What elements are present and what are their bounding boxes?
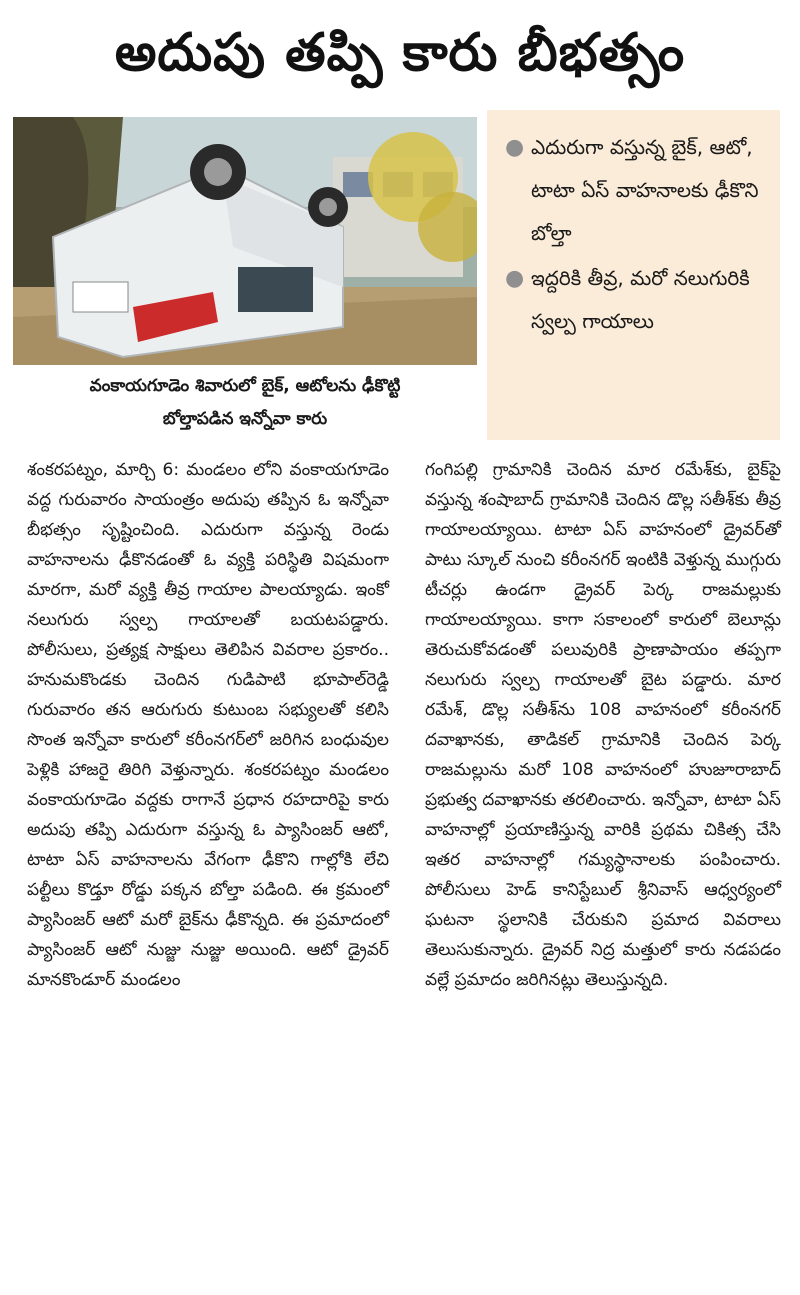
photo-caption	[13, 370, 477, 440]
highlight-item	[505, 257, 770, 343]
highlight-text: ఇద్దరికి తీవ్ర, మరో నలుగురికి స్వల్ప గాయాలు	[531, 266, 750, 333]
article-column-left	[27, 455, 389, 1290]
article-text-left: శంకరపట్నం, మార్చి 6: మండలం లోని వంకాయగూడెం వద్ద గురువారం సాయంత్రం అదుపు తప్పిన ఓ ఇన్నోవా బీభత్సం సృష్టించింది. ఎదురుగా వస్తున్న రెండు వాహనాలను ఢీకొనడంతో ఓ వ్యక్తి పరిస్థితి విషమంగా మారగా, మరో వ్యక్తి తీవ్ర గాయాల పాలయ్యాడు. ఇంకో నలుగురు స్వల్ప గాయాలతో బయటపడ్డారు. పోలీసులు, ప్రత్యక్ష సాక్షులు తెలిపిన వివరాల ప్రకారం.. హనుమకొండకు చెందిన గుడిపాటి భూపాల్‌రెడ్డి గురువారం తన ఆరుగురు కుటుంబ సభ్యులతో కలిసి సొంత ఇన్నోవా కారులో కరీంనగర్‌లో జరిగిన బంధువుల పెళ్లికి హాజరై తిరిగి వెళ్తున్నారు. శంకరపట్నం మండలం వంకాయగూడెం వద్దకు రాగానే ప్రధాన రహదారిపై కారు అదుపు తప్పి ఎదురుగా వస్తున్న ఓ ప్యాసింజర్‌ ఆటో, టాటా ఏస్‌ వాహనాలను వేగంగా ఢీకొని గాల్లోకి లేచి పల్టీలు కొడ్తూ రోడ్డు పక్కన బోల్తా పడింది. ఈ క్రమంలో ప్యాసింజర్‌ ఆటో మరో బైక్‌ను ఢీకొన్నది. ఈ ప్రమాదంలో ప్యాసింజర్‌ ఆటో నుజ్జు నుజ్జు అయింది. ఆటో డ్రైవర్‌ మానకొండూర్‌ మండలం	[27, 460, 389, 990]
photo-illustration	[13, 117, 477, 365]
bullet-dot-icon: ●	[505, 266, 525, 291]
bullet-dot-icon: ●	[505, 135, 525, 160]
caption-line-1: వంకాయగూడెం శివారులో బైక్‌, ఆటోలను ఢీకొట్టి	[89, 376, 401, 396]
highlight-text: ఎదురుగా వస్తున్న బైక్‌, ఆటో, టాటా ఏస్‌ వాహనాలకు ఢీకొని బోల్తా	[531, 135, 759, 245]
headline: అదుపు తప్పి కారు బీభత్సం	[114, 23, 686, 83]
caption-line-2: బోల్తాపడిన ఇన్నోవా కారు	[162, 409, 328, 429]
article-text-right: గంగిపల్లి గ్రామానికి చెందిన మార రమేశ్‌కు, బైక్‌పై వస్తున్న శంషాబాద్‌ గ్రామానికి చెందిన డొల్ల సతీశ్‌కు తీవ్ర గాయాలయ్యాయి. టాటా ఏస్‌ వాహనంలో డ్రైవర్‌తో పాటు స్కూల్‌ నుంచి కరీంనగర్‌ ఇంటికి వెళ్తున్న ముగ్గురు టీచర్లు ఉండగా డ్రైవర్‌ పెర్క రాజమల్లుకు గాయాలయ్యాయి. కాగా సకాలంలో కారులో బెలూన్లు తెరుచుకోవడంతో పలువురికి ప్రాణాపాయం తప్పగా నలుగురు స్వల్ప గాయాలతో బైట పడ్డారు. మార రమేశ్‌, డొల్ల సతీశ్‌ను 108 వాహనంలో కరీంనగర్‌ దవాఖానకు, తాడికల్‌ గ్రామానికి చెందిన పెర్క రాజమల్లును మరో 108 వాహనంలో హుజూరాబాద్‌ ప్రభుత్వ దవాఖానకు తరలించారు. ఇన్నోవా, టాటా ఏస్‌ వాహనాల్లో ప్రయాణిస్తున్న వారికి ప్రథమ చికిత్స చేసి ఇతర వాహనాల్లో గమ్యస్థానాలకు పంపించారు. పోలీసులు హెడ్‌ కానిస్టేబుల్‌ శ్రీనివాస్‌ ఆధ్వర్యంలో ఘటనా స్థలానికి చేరుకుని ప్రమాద వివరాలు తెలుసుకున్నారు. డ్రైవర్‌ నిద్ర మత్తులో కారు నడపడం వల్లే ప్రమాదం జరిగినట్లు తెలుస్తున్నది.	[425, 460, 781, 990]
highlight-item	[505, 126, 770, 255]
article-column-right	[425, 455, 781, 1290]
overturned-car-photo	[13, 117, 477, 365]
highlights-box	[487, 110, 780, 440]
